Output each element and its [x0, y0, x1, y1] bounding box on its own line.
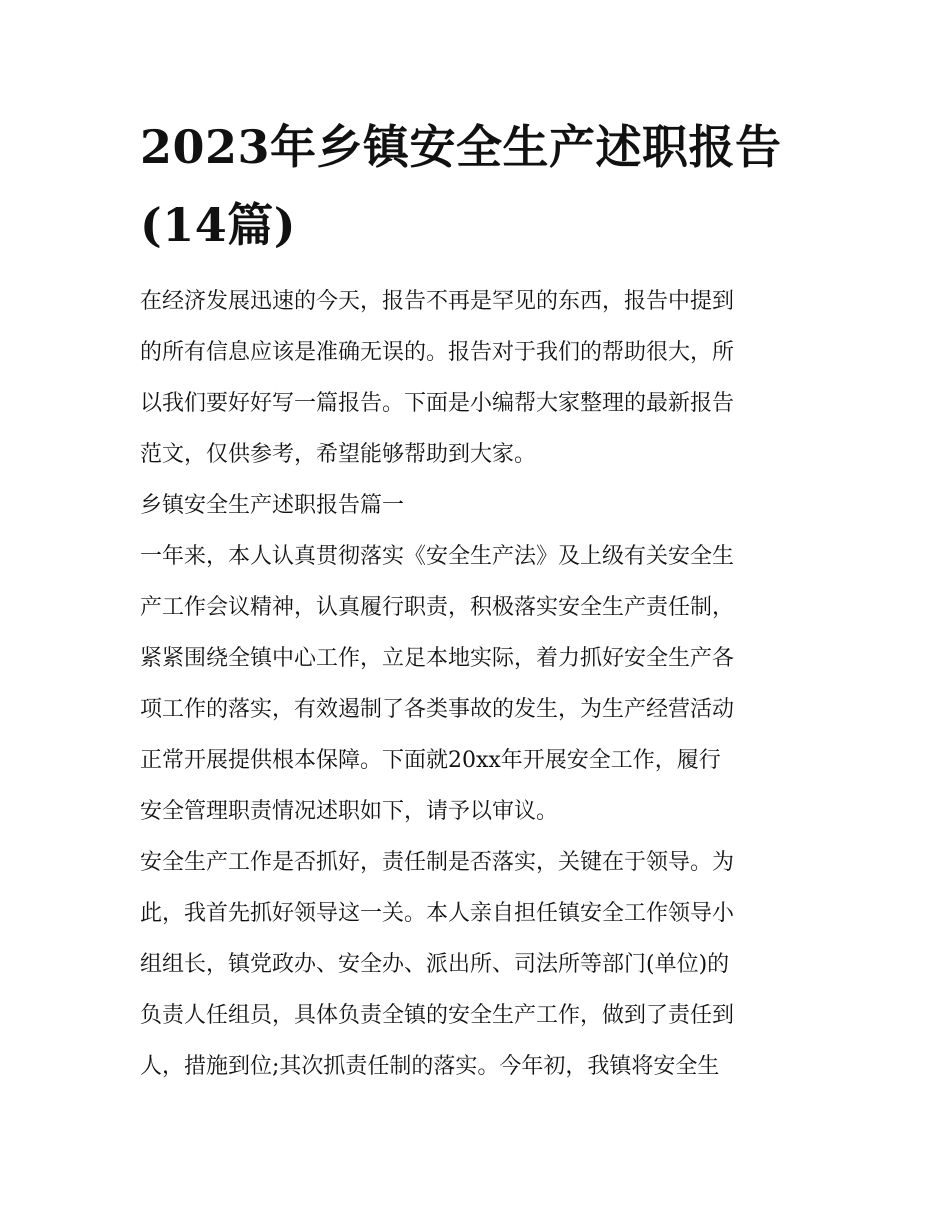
body-paragraph [140, 837, 812, 1092]
document-title-line: 2023年乡镇安全生产述职报告 [140, 120, 782, 174]
intro-paragraph [140, 276, 812, 480]
text-line: 人，措施到位;其次抓责任制的落实。今年初，我镇将安全生 [140, 1054, 720, 1079]
text-line: 的所有信息应该是准确无误的。报告对于我们的帮助很大，所 [140, 340, 735, 365]
body-paragraph [140, 531, 812, 837]
text-line: 正常开展提供根本保障。下面就20xx年开展安全工作，履行 [140, 748, 721, 773]
document-title [140, 108, 812, 264]
text-line: 以我们要好好写一篇报告。下面是小编帮大家整理的最新报告 [140, 391, 735, 416]
text-line: 乡镇安全生产述职报告篇一 [140, 493, 405, 518]
text-line: 紧紧围绕全镇中心工作，立足本地实际，着力抓好安全生产各 [140, 646, 735, 671]
text-line: 此，我首先抓好领导这一关。本人亲自担任镇安全工作领导小 [140, 901, 735, 926]
document-title-line: (14篇) [140, 198, 297, 252]
text-line: 产工作会议精神，认真履行职责，积极落实安全生产责任制， [140, 595, 735, 620]
text-line: 安全生产工作是否抓好，责任制是否落实，关键在于领导。为 [140, 850, 735, 875]
text-line: 一年来，本人认真贯彻落实《安全生产法》及上级有关安全生 [140, 544, 735, 569]
text-line: 项工作的落实，有效遏制了各类事故的发生，为生产经营活动 [140, 697, 735, 722]
text-line: 负责人任组员，具体负责全镇的安全生产工作，做到了责任到 [140, 1003, 735, 1028]
document-body [140, 276, 812, 1092]
document-page [140, 108, 812, 1092]
section-heading [140, 480, 812, 531]
text-line: 安全管理职责情况述职如下，请予以审议。 [140, 799, 559, 824]
text-line: 范文，仅供参考，希望能够帮助到大家。 [140, 442, 537, 467]
text-line: 组组长，镇党政办、安全办、派出所、司法所等部门(单位)的 [140, 952, 730, 977]
text-line: 在经济发展迅速的今天，报告不再是罕见的东西，报告中提到 [140, 289, 735, 314]
